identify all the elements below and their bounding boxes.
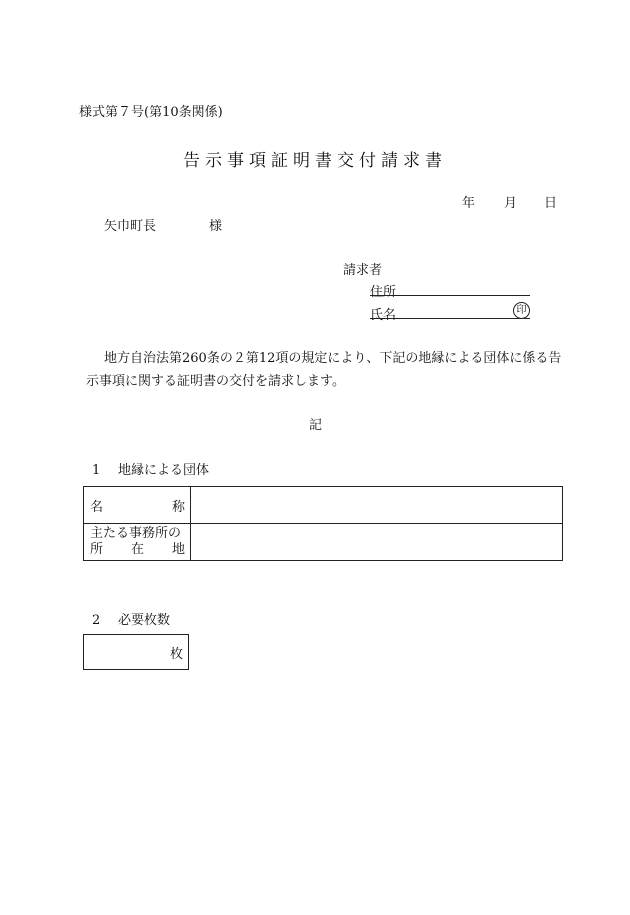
table-row — [84, 487, 563, 524]
addressee-name: 矢巾町長 — [104, 219, 157, 234]
copy-count-unit: 枚 — [169, 646, 183, 662]
section-2-heading — [92, 609, 170, 628]
org-name-field[interactable] — [191, 487, 563, 524]
org-name-label-cell — [84, 487, 191, 524]
office-location-field[interactable] — [191, 524, 563, 561]
date-year-label: 年 — [462, 196, 476, 211]
requester-label: 請求者 — [343, 263, 383, 278]
org-name-label-char: 名 — [90, 499, 104, 515]
copy-count-field[interactable] — [83, 634, 189, 670]
page-title: 告示事項証明書交付請求書 — [183, 151, 447, 171]
org-name-label-char: 称 — [171, 499, 185, 515]
table-row — [84, 524, 563, 561]
request-statement: 地方自治法第260条の２第12項の規定により、下記の地縁による団体に係る告示事項に関する証明書の交付を請求します。 — [86, 351, 562, 389]
section-2-title: 必要枚数 — [118, 613, 171, 628]
seal-mark: 印 — [513, 302, 530, 319]
requester-address-label: 住所 — [370, 285, 397, 300]
requester-name-label: 氏名 — [370, 308, 397, 323]
section-1-title: 地縁による団体 — [118, 463, 210, 478]
office-label-line1: 主たる事務所の — [90, 526, 182, 541]
addressee-honorific: 様 — [209, 219, 223, 234]
date-day-label: 日 — [544, 196, 558, 211]
requester-address-field[interactable] — [370, 295, 530, 296]
office-label-char: 在 — [130, 542, 144, 557]
ki-heading: 記 — [309, 418, 323, 433]
section-1-heading — [92, 459, 209, 478]
date-month-label: 月 — [504, 196, 518, 211]
section-1-number: 1 — [92, 463, 101, 478]
office-location-label-cell — [84, 524, 191, 561]
office-label-char: 地 — [171, 542, 185, 557]
requester-name-field[interactable] — [370, 318, 530, 319]
section-2-number: 2 — [92, 613, 101, 628]
form-number: 様式第７号(第10条関係) — [79, 105, 223, 120]
office-label-char: 所 — [90, 542, 104, 557]
organization-table — [83, 486, 563, 561]
